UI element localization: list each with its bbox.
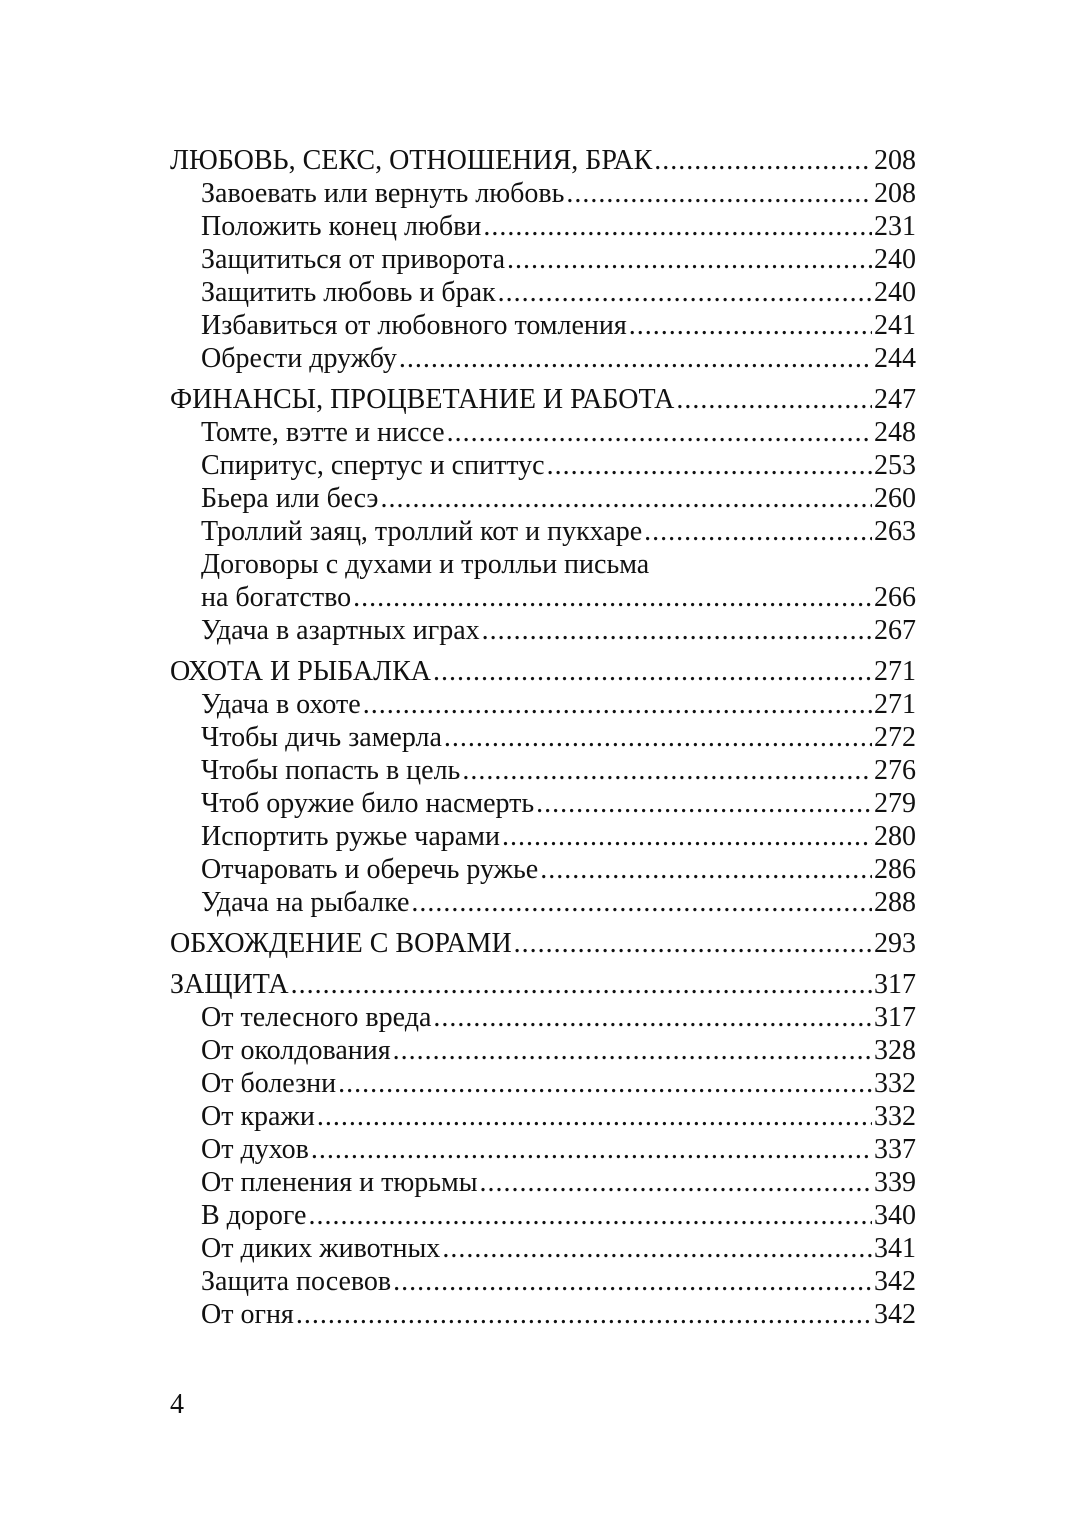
- toc-leader-dots: [317, 1100, 872, 1133]
- toc-entry-label: Удача в охоте: [201, 689, 361, 720]
- toc-leader-dots: [353, 581, 872, 614]
- toc-leader-dots: [308, 1199, 872, 1232]
- toc-entry: [170, 1298, 916, 1331]
- toc-leader-dots: [498, 276, 872, 309]
- toc-entry-page: 266: [874, 582, 916, 613]
- toc-entry-label: От околдования: [201, 1035, 391, 1066]
- toc-leader-dots: [447, 416, 872, 449]
- toc-leader-dots: [393, 1265, 872, 1298]
- toc-entry-page: 276: [874, 755, 916, 786]
- toc-leader-dots: [291, 968, 872, 1001]
- toc-entry: [170, 515, 916, 548]
- toc-entry-label: Договоры с духами и тролльи письма: [201, 549, 650, 580]
- toc-entry-label: Бьера или бесэ: [201, 483, 379, 514]
- toc-entry-label: Удача на рыбалке: [201, 887, 410, 918]
- toc-entry-page: 247: [874, 384, 916, 415]
- toc-leader-dots: [502, 820, 872, 853]
- toc-leader-dots: [296, 1298, 872, 1331]
- toc-entry-label: Обрести дружбу: [201, 343, 397, 374]
- toc-entry-page: 241: [874, 310, 916, 341]
- toc-entry-label: Чтобы попасть в цель: [201, 755, 461, 786]
- toc-leader-dots: [482, 614, 872, 647]
- toc-entry-label: Избавиться от любовного томления: [201, 310, 627, 341]
- toc-entry-label: От духов: [201, 1134, 309, 1165]
- toc-entry-page: 231: [874, 211, 916, 242]
- toc-entry-label: Положить конец любви: [201, 211, 482, 242]
- toc-entry-page: 288: [874, 887, 916, 918]
- toc-entry: [170, 1034, 916, 1067]
- toc-entry-page: 340: [874, 1200, 916, 1231]
- toc-entry-label: Завоевать или вернуть любовь: [201, 178, 565, 209]
- toc-entry-label: ОХОТА И РЫБАЛКА: [170, 656, 432, 687]
- toc-leader-dots: [507, 243, 872, 276]
- toc-leader-dots: [433, 655, 872, 688]
- toc-entry: [170, 1265, 916, 1298]
- toc-entry-page: 208: [874, 178, 916, 209]
- toc-entry: [170, 688, 916, 721]
- toc-entry-page: 260: [874, 483, 916, 514]
- toc-leader-dots: [480, 1166, 872, 1199]
- toc-entry-label: на богатство: [201, 582, 352, 613]
- toc-entry-label: ФИНАНСЫ, ПРОЦВЕТАНИЕ И РАБОТА: [170, 384, 675, 415]
- toc-leader-dots: [514, 927, 872, 960]
- toc-section: [170, 655, 916, 688]
- toc-entry: [170, 1067, 916, 1100]
- toc-entry-page: 263: [874, 516, 916, 547]
- toc-entry-label: От огня: [201, 1299, 294, 1330]
- toc-entry-label: Защититься от приворота: [201, 244, 506, 275]
- toc-entry-page: 293: [874, 928, 916, 959]
- toc-leader-dots: [363, 688, 872, 721]
- toc-entry-page: 332: [874, 1101, 916, 1132]
- toc-entry-label: Троллий заяц, троллий кот и пукхаре: [201, 516, 643, 547]
- toc-entry-page: 267: [874, 615, 916, 646]
- toc-section: [170, 927, 916, 960]
- toc-entry: [170, 276, 916, 309]
- toc-entry: [170, 614, 916, 647]
- toc-leader-dots: [566, 177, 872, 210]
- toc-leader-dots: [442, 1232, 872, 1265]
- table-of-contents: [170, 144, 916, 1331]
- toc-entry-label: Чтобы дичь замерла: [201, 722, 442, 753]
- toc-leader-dots: [393, 1034, 872, 1067]
- toc-entry: [170, 210, 916, 243]
- toc-entry-page: 248: [874, 417, 916, 448]
- toc-leader-dots: [433, 1001, 872, 1034]
- toc-entry: [170, 721, 916, 754]
- toc-entry-label: Чтоб оружие било насмерть: [201, 788, 535, 819]
- toc-entry-label: ЗАЩИТА: [170, 969, 289, 1000]
- toc-entry: [170, 1166, 916, 1199]
- toc-entry: [170, 853, 916, 886]
- toc-entry-page: 272: [874, 722, 916, 753]
- toc-entry: [170, 342, 916, 375]
- toc-entry-label: Спиритус, спертус и спиттус: [201, 450, 545, 481]
- toc-entry-page: 317: [874, 969, 916, 1000]
- toc-entry: [170, 482, 916, 515]
- toc-leader-dots: [444, 721, 872, 754]
- toc-entry: [170, 309, 916, 342]
- toc-entry-label: От диких животных: [201, 1233, 441, 1264]
- toc-section: [170, 383, 916, 416]
- toc-entry-page: 240: [874, 244, 916, 275]
- toc-leader-dots: [547, 449, 872, 482]
- toc-entry-label: В дороге: [201, 1200, 307, 1231]
- toc-entry-page: 341: [874, 1233, 916, 1264]
- toc-entry-label: Отчаровать и оберечь ружье: [201, 854, 539, 885]
- toc-entry-label: От болезни: [201, 1068, 337, 1099]
- toc-entry: [170, 243, 916, 276]
- toc-section: [170, 144, 916, 177]
- toc-entry-page: 244: [874, 343, 916, 374]
- toc-entry-page: 208: [874, 145, 916, 176]
- toc-entry-page: 337: [874, 1134, 916, 1165]
- toc-entry: [170, 754, 916, 787]
- toc-entry-page: 271: [874, 689, 916, 720]
- toc-entry: [170, 787, 916, 820]
- toc-entry-page: 342: [874, 1266, 916, 1297]
- toc-section: [170, 968, 916, 1001]
- toc-leader-dots: [676, 383, 872, 416]
- toc-entry-page: 279: [874, 788, 916, 819]
- toc-entry-label: Испортить ружье чарами: [201, 821, 500, 852]
- toc-entry: [170, 820, 916, 853]
- toc-leader-dots: [380, 482, 872, 515]
- toc-entry: [170, 416, 916, 449]
- toc-entry-label: Защита посевов: [201, 1266, 392, 1297]
- toc-entry-page: 280: [874, 821, 916, 852]
- toc-entry: [170, 1133, 916, 1166]
- toc-entry-page: 317: [874, 1002, 916, 1033]
- toc-leader-dots: [536, 787, 872, 820]
- toc-entry: [170, 1199, 916, 1232]
- toc-entry-label: Удача в азартных играх: [201, 615, 480, 646]
- toc-entry-label: Защитить любовь и брак: [201, 277, 496, 308]
- toc-leader-dots: [338, 1067, 872, 1100]
- toc-leader-dots: [629, 309, 872, 342]
- toc-entry-page: 328: [874, 1035, 916, 1066]
- toc-leader-dots: [654, 144, 872, 177]
- toc-leader-dots: [540, 853, 872, 886]
- toc-entry-label: ОБХОЖДЕНИЕ С ВОРАМИ: [170, 928, 512, 959]
- toc-entry-page: 342: [874, 1299, 916, 1330]
- toc-entry-label: От кражи: [201, 1101, 315, 1132]
- toc-entry-page: 339: [874, 1167, 916, 1198]
- toc-entry: [170, 449, 916, 482]
- toc-entry: [170, 177, 916, 210]
- toc-entry-label: От пленения и тюрьмы: [201, 1167, 478, 1198]
- toc-entry: [170, 581, 916, 614]
- toc-entry-page: 271: [874, 656, 916, 687]
- toc-leader-dots: [644, 515, 872, 548]
- page-number: 4: [170, 1389, 184, 1420]
- toc-entry-page: 240: [874, 277, 916, 308]
- toc-entry: [170, 1100, 916, 1133]
- toc-entry-label: От телесного вреда: [201, 1002, 432, 1033]
- toc-entry-page: 253: [874, 450, 916, 481]
- toc-leader-dots: [311, 1133, 872, 1166]
- toc-entry-page: 332: [874, 1068, 916, 1099]
- toc-entry-label: Томте, вэтте и ниссе: [201, 417, 445, 448]
- toc-entry-page: 286: [874, 854, 916, 885]
- toc-entry: [170, 548, 916, 581]
- toc-entry-label: ЛЮБОВЬ, СЕКС, ОТНОШЕНИЯ, БРАК: [170, 145, 653, 176]
- toc-entry: [170, 1232, 916, 1265]
- toc-leader-dots: [462, 754, 872, 787]
- toc-entry: [170, 1001, 916, 1034]
- toc-leader-dots: [399, 342, 872, 375]
- toc-leader-dots: [483, 210, 872, 243]
- toc-entry: [170, 886, 916, 919]
- toc-leader-dots: [411, 886, 872, 919]
